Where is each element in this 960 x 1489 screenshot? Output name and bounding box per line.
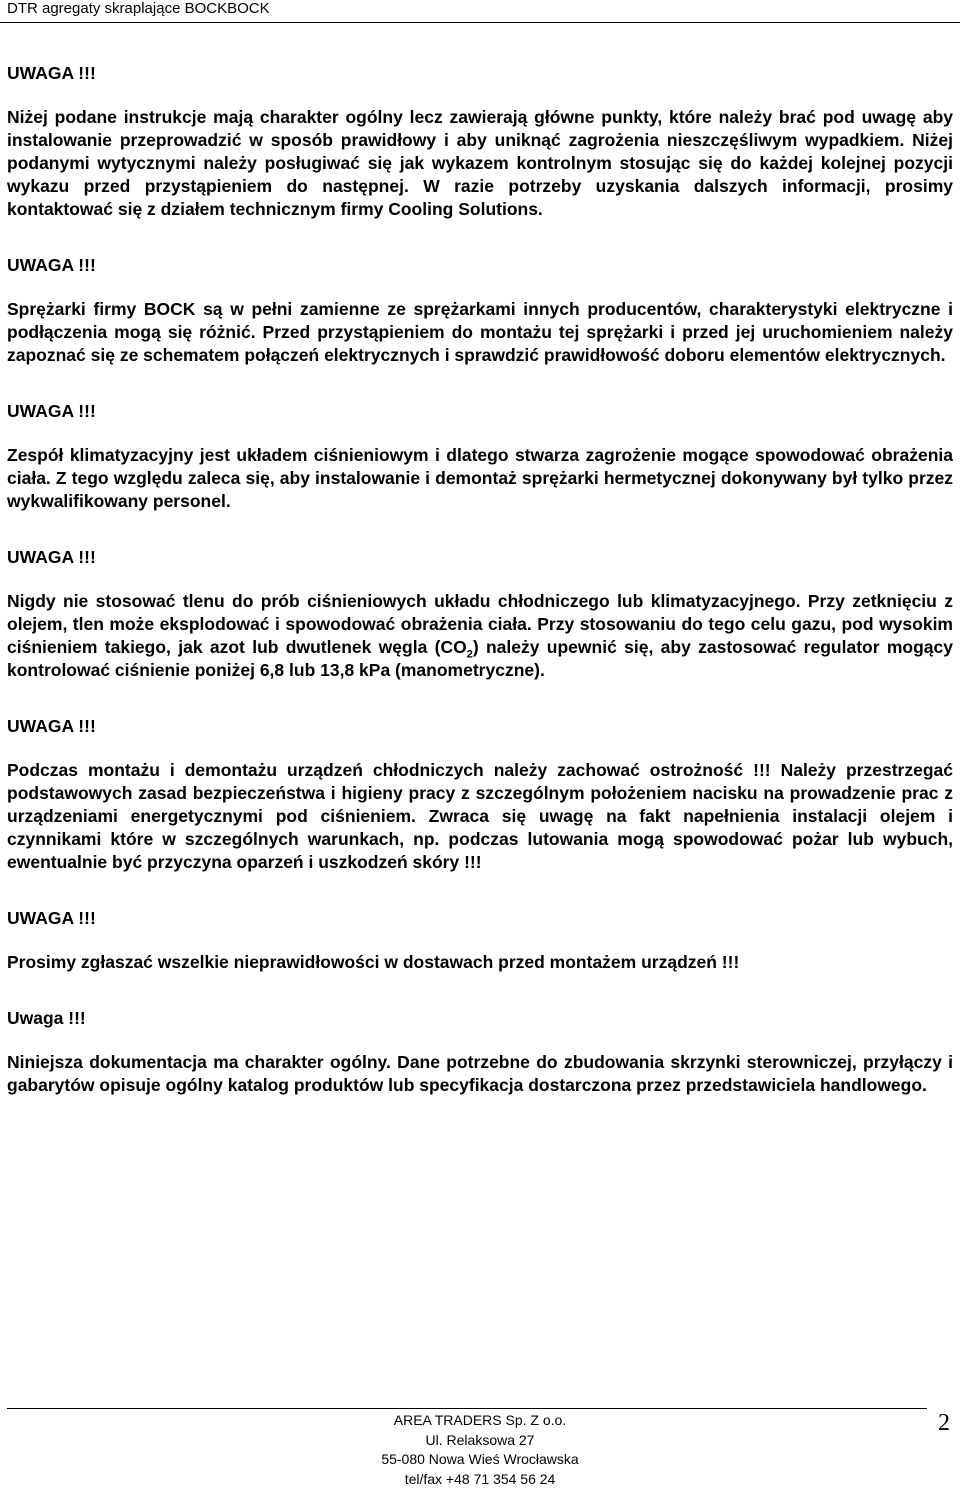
warning-heading: UWAGA !!! [7, 255, 96, 275]
warning-section-6 [7, 907, 953, 974]
note-text: Niniejsza dokumentacja ma charakter ogólny. Dane potrzebne do zbudowania skrzynki sterowniczej, przyłączy i gabarytów opisuje ogólny katalog produktów lub specyfikacja dostarczona przez przedstawiciela handlowego. [7, 1052, 953, 1095]
note-section [7, 1007, 953, 1097]
warning-heading: UWAGA !!! [7, 716, 96, 736]
warning-heading: UWAGA !!! [7, 547, 96, 567]
page-number: 2 [938, 1410, 950, 1436]
document-body [7, 62, 953, 1130]
warning-text: Podczas montażu i demontażu urządzeń chłodniczych należy zachować ostrożność !!! Należy przestrzegać podstawowych zasad bezpieczeństwa i higieny pracy z szczególnym położeniem nacisku na prowadzenie prac z urządzeniami energetycznymi pod ciśnieniem. Zwraca się uwagę na fakt napełnienia instalacji olejem i czynnikami które w szczególnych warunkach, np. podczas lutowania mogą spowodować pożar lub wybuch, ewentualnie być przyczyna oparzeń i uszkodzeń skóry !!! [7, 760, 953, 872]
warning-text [7, 590, 953, 682]
footer-divider [7, 1408, 927, 1409]
footer-street: Ul. Relaksowa 27 [425, 1431, 535, 1448]
warning-text: Niżej podane instrukcje mają charakter ogólny lecz zawierają główne punkty, które należy brać pod uwagę aby instalowanie przeprowadzić w sposób prawidłowy i aby uniknąć zagrożenia nieszczęśliwym wypadkiem. Niżej podanymi wytycznymi należy posługiwać się jak wykazem kontrolnym stosując się do każdej kolejnej pozycji wykazu przed przystąpieniem do następnej. W razie potrzeby uzyskania dalszych informacji, prosimy kontaktować się z działem technicznym firmy Cooling Solutions. [7, 107, 953, 219]
warning-heading: UWAGA !!! [7, 401, 96, 421]
warning-text: Prosimy zgłaszać wszelkie nieprawidłowości w dostawach przed montażem urządzeń !!! [7, 952, 740, 972]
document-header-title: DTR agregaty skraplające BOCKBOCK [7, 0, 270, 17]
warning-section-5 [7, 715, 953, 874]
warning-heading: UWAGA !!! [7, 908, 96, 928]
note-heading: Uwaga !!! [7, 1008, 86, 1028]
warning-section-1 [7, 62, 953, 221]
warning-heading: UWAGA !!! [7, 63, 96, 83]
footer-phone: tel/fax +48 71 354 56 24 [404, 1470, 556, 1487]
document-header [0, 0, 960, 23]
warning-text: Sprężarki firmy BOCK są w pełni zamienne ze sprężarkami innych producentów, charakterystyki elektryczne i podłączenia mogą się różnić. Przed przystąpieniem do montażu tej sprężarki i przed jej uruchomieniem należy zapoznać się ze schematem połączeń elektrycznych i sprawdzić prawidłowość doboru elementów elektrycznych. [7, 299, 953, 365]
footer-company: AREA TRADERS Sp. Z o.o. [393, 1412, 567, 1428]
footer-address [280, 1411, 680, 1489]
warning-section-4 [7, 546, 953, 682]
warning-text-part-1: Nigdy nie stosować tlenu do prób ciśnieniowych układu chłodniczego lub klimatyzacyjnego. Przy zetknięciu z olejem, tlen może eksplodować i spowodować obrażenia ciała. Przy stosowaniu do tego celu gazu, pod wysokim ciśnieniem takiego, jak azot lub dwutlenek węgla (CO [7, 591, 953, 657]
footer-city: 55-080 Nowa Wieś Wrocławska [381, 1451, 579, 1467]
co2-subscript: 2 [466, 648, 473, 661]
warning-text: Zespół klimatyzacyjny jest układem ciśnieniowym i dlatego stwarza zagrożenie mogące spowodować obrażenia ciała. Z tego względu zaleca się, aby instalowanie i demontaż sprężarki hermetycznej dokonywany był tylko przez wykwalifikowany personel. [7, 445, 953, 511]
warning-text-part-2: ) należy upewnić się, aby zastosować regulator mogący kontrolować ciśnienie poniżej 6,8 lub 13,8 kPa (manometryczne). [7, 637, 953, 680]
warning-section-2 [7, 254, 953, 367]
warning-section-3 [7, 400, 953, 513]
